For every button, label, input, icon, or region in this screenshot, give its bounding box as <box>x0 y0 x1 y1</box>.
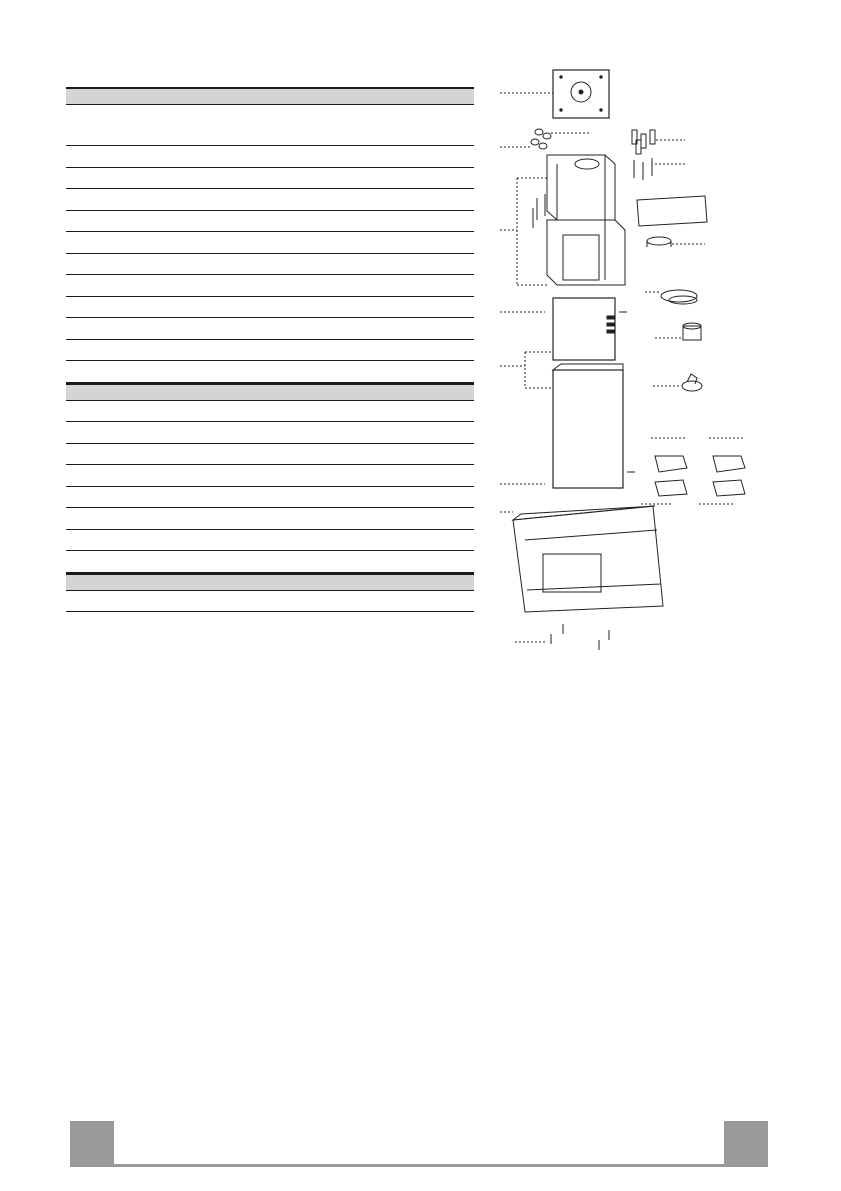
lower-chimney-drawing <box>500 352 635 488</box>
table-row <box>66 444 474 466</box>
upper-chimney-drawing <box>500 298 627 360</box>
table-row <box>66 254 474 276</box>
mounting-plate-drawing <box>500 70 609 118</box>
exploded-parts-diagram <box>495 60 755 660</box>
table-row <box>66 422 474 444</box>
hood-body-drawing <box>500 506 663 612</box>
table-row <box>66 591 474 613</box>
table-section-header <box>66 87 474 105</box>
filter-brackets-drawing <box>641 438 745 504</box>
table-row <box>66 361 474 383</box>
table-row <box>66 487 474 509</box>
table-row <box>66 340 474 362</box>
table-section-header <box>66 383 474 401</box>
table-section-2 <box>66 383 474 573</box>
table-section-1 <box>66 87 474 383</box>
footer-left-tab <box>70 1121 114 1167</box>
table-row <box>66 508 474 530</box>
table-row <box>66 105 474 146</box>
frame-drawing <box>500 155 625 285</box>
table-row <box>66 146 474 168</box>
table-section-3 <box>66 573 474 613</box>
table-row <box>66 189 474 211</box>
table-section-header <box>66 573 474 591</box>
table-row <box>66 211 474 233</box>
components-table <box>66 87 474 612</box>
table-row <box>66 168 474 190</box>
screws-drawing <box>515 624 609 650</box>
footer-rule <box>114 1164 724 1167</box>
table-row <box>66 465 474 487</box>
nuts-drawing <box>500 129 590 149</box>
table-row <box>66 297 474 319</box>
table-row <box>66 401 474 423</box>
table-row <box>66 275 474 297</box>
footer-right-tab <box>724 1121 768 1167</box>
wall-plugs-drawing <box>632 130 685 180</box>
table-row <box>66 318 474 340</box>
table-row <box>66 530 474 552</box>
outlet-parts-drawing <box>637 196 707 391</box>
page-footer <box>70 1121 768 1167</box>
table-row <box>66 232 474 254</box>
table-row <box>66 551 474 573</box>
